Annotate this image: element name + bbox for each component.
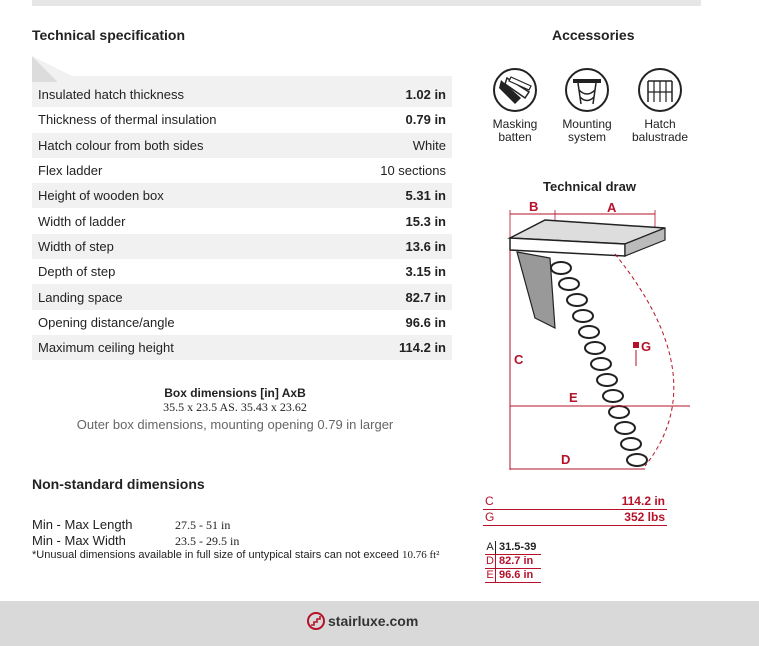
stairluxe-logo-icon bbox=[307, 612, 325, 630]
spec-value: White bbox=[412, 137, 446, 153]
label-d: D bbox=[561, 452, 571, 467]
spec-value: 96.6 in bbox=[405, 314, 446, 330]
technical-drawing bbox=[495, 198, 705, 473]
spec-row bbox=[32, 133, 452, 158]
accessories-title: Accessories bbox=[552, 27, 635, 43]
spec-label: Insulated hatch thickness bbox=[38, 87, 184, 103]
accessory-label: balustrade bbox=[631, 130, 689, 144]
accessory-hatch-balustrade[interactable] bbox=[625, 68, 695, 144]
label-c: C bbox=[514, 352, 524, 367]
technical-draw-title: Technical draw bbox=[543, 179, 636, 194]
box-dimensions-values: 35.5 x 23.5 AS. 35.43 x 23.62 bbox=[163, 400, 307, 414]
spec-value: 82.7 in bbox=[405, 289, 446, 305]
accessory-label: Masking bbox=[492, 117, 538, 131]
spec-row bbox=[32, 234, 452, 259]
box-dimensions-note: Outer box dimensions, mounting opening 0.79 in larger bbox=[76, 417, 394, 432]
spec-value: 114.2 in bbox=[399, 340, 446, 356]
min-max-width-label: Min - Max Width bbox=[32, 533, 126, 548]
note-value: 10.76 ft² bbox=[401, 549, 440, 561]
dimension-key: E bbox=[485, 569, 496, 582]
note-text: *Unusual dimensions available in full size of untypical stairs can not exceed bbox=[32, 549, 399, 561]
spec-label: Width of ladder bbox=[38, 213, 126, 229]
spec-label: Flex ladder bbox=[38, 163, 103, 179]
box-dimensions bbox=[60, 386, 410, 432]
hatch-balustrade-icon bbox=[638, 68, 682, 112]
spec-table bbox=[32, 82, 452, 360]
spec-value: 15.3 in bbox=[405, 213, 446, 229]
min-max-length bbox=[32, 517, 231, 532]
spec-row bbox=[32, 259, 452, 284]
dimension-row-a bbox=[485, 541, 541, 555]
accessory-label: batten bbox=[498, 130, 532, 144]
spec-label: Landing space bbox=[38, 289, 123, 305]
spec-row bbox=[32, 183, 452, 208]
dimension-key: C bbox=[485, 494, 494, 508]
label-e: E bbox=[569, 390, 578, 405]
spec-label: Thickness of thermal insulation bbox=[38, 112, 217, 128]
spec-row bbox=[32, 158, 452, 183]
dimension-value: 82.7 in bbox=[499, 555, 534, 567]
spec-table-fold bbox=[32, 56, 452, 82]
dimension-value: 114.2 in bbox=[621, 494, 665, 508]
spec-label: Height of wooden box bbox=[38, 188, 164, 204]
spec-label: Width of step bbox=[38, 238, 114, 254]
footer-logo[interactable] bbox=[307, 612, 418, 630]
min-max-width-value: 23.5 - 29.5 in bbox=[175, 534, 240, 548]
accessory-masking-batten[interactable] bbox=[480, 68, 550, 144]
dimension-row-e bbox=[485, 569, 541, 583]
label-a: A bbox=[607, 200, 617, 215]
spec-value: 1.02 in bbox=[405, 87, 446, 103]
accessory-label: Mounting bbox=[562, 117, 612, 131]
box-dimensions-title: Box dimensions [in] AxB bbox=[164, 386, 306, 400]
min-max-length-label: Min - Max Length bbox=[32, 517, 133, 532]
dimension-key: G bbox=[485, 510, 495, 524]
spec-label: Maximum ceiling height bbox=[38, 340, 174, 356]
spec-label: Hatch colour from both sides bbox=[38, 137, 204, 153]
spec-row bbox=[32, 107, 452, 132]
non-standard-note bbox=[32, 549, 439, 561]
dimension-value: 352 lbs bbox=[624, 510, 665, 524]
spec-row bbox=[32, 310, 452, 335]
dimension-key: D bbox=[485, 555, 496, 568]
spec-row bbox=[32, 335, 452, 360]
dimension-row-c bbox=[483, 494, 667, 510]
spec-value: 13.6 in bbox=[405, 238, 446, 254]
spec-value: 5.31 in bbox=[405, 188, 446, 204]
min-max-width bbox=[32, 533, 240, 548]
accessory-label: system bbox=[567, 130, 606, 144]
spec-value: 3.15 in bbox=[405, 264, 446, 280]
dimension-value: 31.5-39 bbox=[499, 541, 537, 553]
dimension-key: A bbox=[485, 541, 496, 554]
accessory-label: Hatch bbox=[644, 117, 676, 131]
dimension-value: 96.6 in bbox=[499, 569, 534, 581]
footer bbox=[0, 601, 759, 646]
mounting-system-icon bbox=[565, 68, 609, 112]
masking-batten-icon bbox=[493, 68, 537, 112]
min-max-length-value: 27.5 - 51 in bbox=[175, 518, 231, 532]
spec-row bbox=[32, 208, 452, 233]
spec-value: 10 sections bbox=[380, 163, 446, 179]
non-standard-title: Non-standard dimensions bbox=[32, 476, 205, 492]
dimension-row-d bbox=[485, 555, 541, 569]
spec-label: Depth of step bbox=[38, 264, 116, 280]
spec-row bbox=[32, 284, 452, 309]
technical-specification-title: Technical specification bbox=[32, 27, 186, 43]
accessory-mounting-system[interactable] bbox=[552, 68, 622, 144]
footer-brand: stairluxe.com bbox=[328, 613, 419, 629]
spec-row bbox=[32, 82, 452, 107]
spec-value: 0.79 in bbox=[405, 112, 446, 128]
top-divider bbox=[32, 0, 701, 6]
spec-label: Opening distance/angle bbox=[38, 314, 175, 330]
label-g: G bbox=[641, 339, 652, 354]
label-b: B bbox=[529, 199, 539, 214]
dimension-row-g bbox=[483, 510, 667, 526]
